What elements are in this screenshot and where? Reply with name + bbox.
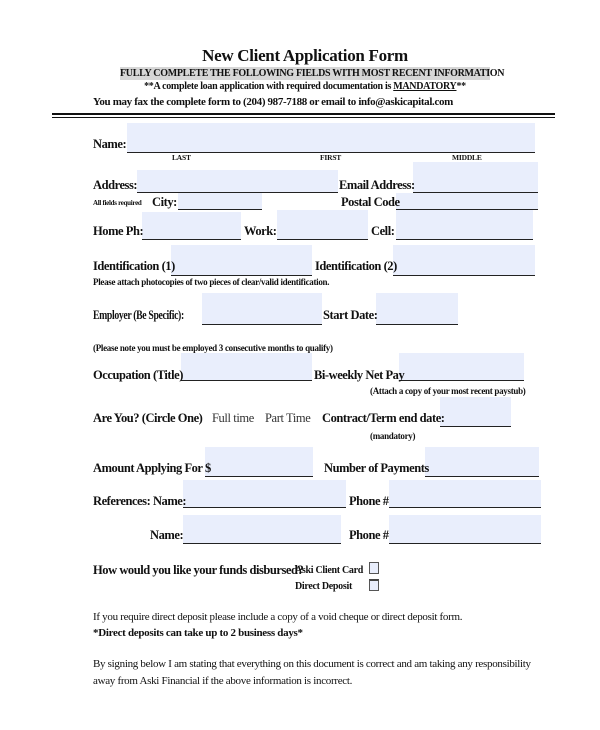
name-label: Name: — [93, 137, 127, 151]
cell-phone-label: Cell: — [371, 224, 395, 238]
signing-statement-1: By signing below I am stating that everything on this document is correct and am taking any responsibility — [93, 658, 531, 670]
identification-2-label: Identification (2) — [315, 259, 397, 273]
identification-1-field[interactable] — [171, 245, 312, 276]
reference-name-label: References: Name: — [93, 494, 187, 508]
divider — [52, 113, 555, 115]
mandatory-label: (mandatory) — [370, 431, 416, 441]
net-pay-label: Bi-weekly Net Pay — [314, 368, 405, 382]
work-phone-field[interactable] — [277, 210, 368, 240]
reference-1-name-field[interactable] — [183, 480, 346, 508]
city-label: City: — [152, 195, 177, 209]
home-phone-field[interactable] — [142, 212, 241, 240]
contract-end-label: Contract/Term end date: — [322, 411, 445, 425]
employment-note: (Please note you must be employed 3 consecutive months to qualify) — [93, 343, 333, 353]
paystub-note: (Attach a copy of your most recent paystub) — [370, 386, 526, 396]
client-card-checkbox[interactable] — [369, 562, 379, 574]
client-card-label: Aski Client Card — [295, 565, 363, 576]
reference-2-name-label: Name: — [150, 528, 184, 542]
start-date-label: Start Date: — [323, 308, 378, 322]
employer-field[interactable] — [202, 293, 322, 325]
reference-2-phone-field[interactable] — [389, 515, 541, 544]
signing-statement-2: away from Aski Financial if the above information is incorrect. — [93, 675, 353, 687]
contract-end-field[interactable] — [440, 397, 511, 427]
postal-code-field[interactable] — [396, 193, 538, 210]
home-phone-label: Home Ph: — [93, 224, 144, 238]
form-title: New Client Application Form — [202, 46, 408, 65]
deposit-note: If you require direct deposit please include a copy of a void cheque or direct deposit form. — [93, 611, 463, 623]
identification-1-label: Identification (1) — [93, 259, 175, 273]
city-field[interactable] — [178, 193, 262, 210]
amount-field[interactable] — [205, 447, 313, 477]
work-phone-label: Work: — [244, 224, 277, 238]
number-of-payments-field[interactable] — [425, 447, 539, 477]
number-of-payments-label: Number of Payments — [324, 461, 429, 475]
email-field[interactable] — [413, 162, 538, 193]
occupation-field[interactable] — [181, 353, 312, 381]
divider — [52, 117, 555, 118]
subtitle: FULLY COMPLETE THE FOLLOWING FIELDS WITH MOST RECENT INFORMATION — [120, 68, 505, 79]
employer-label: Employer (Be Specific): — [93, 308, 184, 322]
amount-label: Amount Applying For $ — [93, 461, 211, 475]
mandatory-post: ** — [456, 81, 466, 92]
mandatory-note — [0, 82, 600, 92]
name-field[interactable] — [127, 123, 535, 153]
start-date-field[interactable] — [376, 293, 458, 325]
reference-1-phone-field[interactable] — [389, 480, 541, 508]
reference-2-phone-label: Phone # — [349, 528, 389, 542]
deposit-days-note: *Direct deposits can take up to 2 business days* — [93, 627, 303, 639]
identification-note: Please attach photocopies of two pieces of clear/valid identification. — [93, 277, 330, 287]
postal-code-label: Postal Code — [341, 195, 400, 209]
reference-2-name-field[interactable] — [183, 515, 341, 544]
last-label: LAST — [172, 153, 191, 162]
email-label: Email Address: — [339, 178, 415, 192]
contact-info: You may fax the complete form to (204) 987-7188 or email to info@askicapital.com — [93, 96, 453, 108]
address-label: Address: — [93, 178, 138, 192]
address-field[interactable] — [137, 170, 338, 193]
all-fields-required: All fields required — [93, 199, 142, 207]
disbursement-question: How would you like your funds disbursed? — [93, 563, 304, 577]
are-you-label: Are You? (Circle One) — [93, 411, 203, 425]
mandatory-pre: **A complete loan application with required documentation is — [144, 81, 394, 92]
identification-2-field[interactable] — [393, 245, 535, 276]
first-label: FIRST — [320, 153, 342, 162]
direct-deposit-label: Direct Deposit — [295, 581, 352, 592]
middle-label: MIDDLE — [452, 153, 482, 162]
net-pay-field[interactable] — [399, 353, 524, 381]
occupation-label: Occupation (Title) — [93, 368, 183, 382]
part-time-option[interactable]: Part Time — [265, 411, 311, 425]
cell-phone-field[interactable] — [396, 210, 533, 240]
full-time-option[interactable]: Full time — [212, 411, 254, 425]
direct-deposit-checkbox[interactable] — [369, 579, 379, 591]
mandatory-word: MANDATORY — [393, 81, 457, 92]
reference-phone-label: Phone # — [349, 494, 389, 508]
